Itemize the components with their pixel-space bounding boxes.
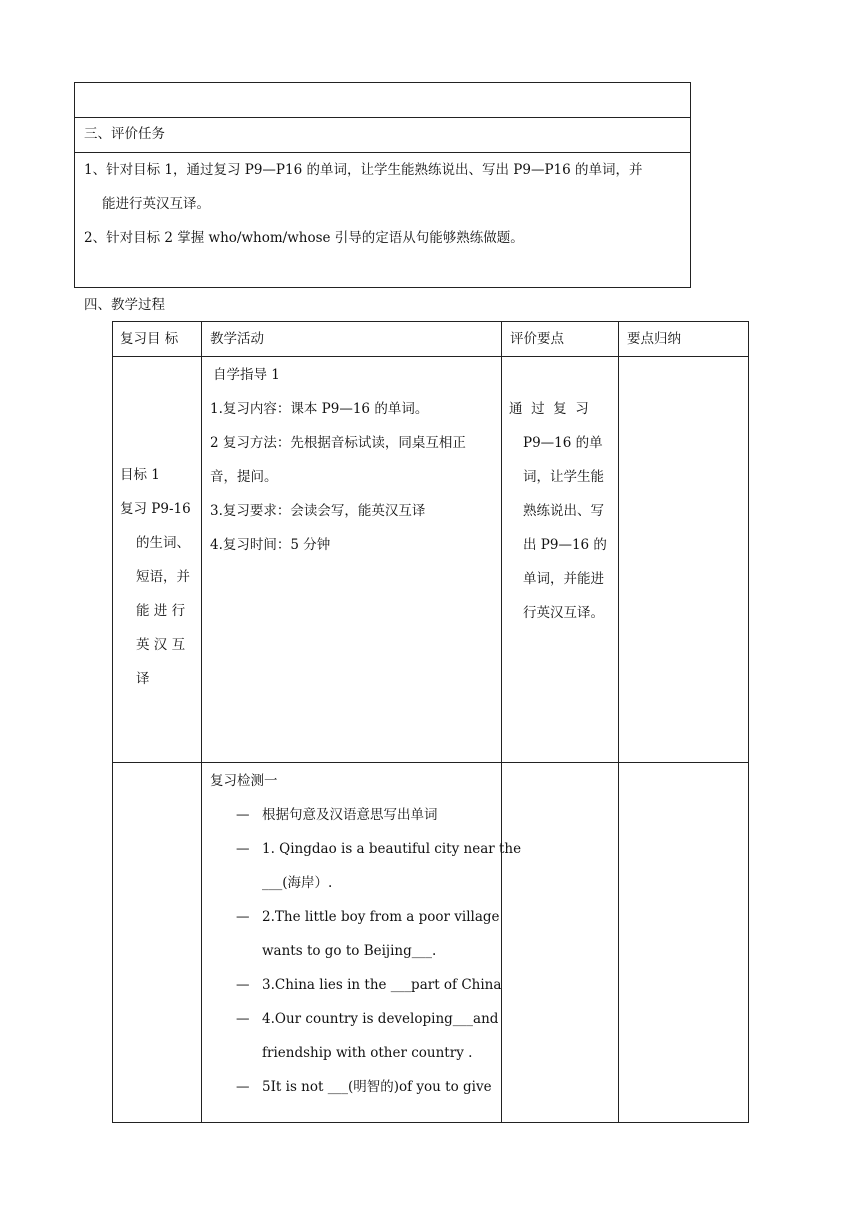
goal-line: 译 — [136, 671, 150, 687]
exercise-line: 1. Qingdao is a beautiful city near the — [262, 841, 522, 857]
bullet-dash: — — [236, 1011, 250, 1027]
header-goal: 复习目 标 — [120, 331, 179, 347]
bullet-dash: — — [236, 1079, 250, 1095]
exercise-line: friendship with other country . — [262, 1045, 473, 1061]
bullet-dash: — — [236, 807, 250, 823]
eval-line: 行英汉互译。 — [523, 605, 604, 621]
bullet-dash: — — [236, 909, 250, 925]
bullet-dash: — — [236, 977, 250, 993]
exercise-line: 4.Our country is developing___and — [262, 1011, 499, 1027]
activity-line: 音，提问。 — [210, 469, 278, 485]
header-activity: 教学活动 — [210, 331, 264, 347]
eval-line: 词，让学生能 — [523, 469, 604, 485]
exercise-line: 3.China lies in the ___part of China — [262, 977, 502, 993]
task1-line1: 1、针对目标 1，通过复习 P9—P16 的单词，让学生能熟练说出、写出 P9—P16 的单词，并 — [84, 162, 643, 178]
activity-line: 自学指导 1 — [213, 367, 280, 383]
top-table — [74, 82, 691, 288]
header-summary: 要点归纳 — [627, 331, 681, 347]
goal-line: 复习 P9-16 — [120, 501, 191, 517]
process-table — [112, 321, 749, 1123]
activity-line: 3.复习要求：会读会写，能英汉互译 — [210, 503, 426, 519]
section3-title: 三、评价任务 — [84, 126, 165, 142]
review-test-title: 复习检测一 — [210, 773, 278, 789]
exercise-line: ___(海岸）. — [262, 875, 333, 891]
activity-line: 1.复习内容：课本 P9—16 的单词。 — [210, 401, 429, 417]
goal-line: 短语，并 — [136, 569, 190, 585]
task2: 2、针对目标 2 掌握 who/whom/whose 引导的定语从句能够熟练做题。 — [84, 230, 524, 246]
header-eval: 评价要点 — [510, 331, 564, 347]
goal-line: 英 汉 互 — [136, 637, 186, 653]
eval-line: 通 过 复 习 — [509, 401, 589, 417]
eval-line: 熟练说出、写 — [523, 503, 604, 519]
exercise-line: 2.The little boy from a poor village — [262, 909, 500, 925]
bullet-dash: — — [236, 841, 250, 857]
eval-line: 单词，并能进 — [523, 571, 604, 587]
eval-line: P9—16 的单 — [523, 435, 603, 451]
top-table-row1 — [75, 83, 690, 118]
goal-line: 能 进 行 — [136, 603, 186, 619]
activity-line: 2 复习方法：先根据音标试读，同桌互相正 — [210, 435, 466, 451]
task1-line2: 能进行英汉互译。 — [102, 196, 210, 212]
exercise-line: 根据句意及汉语意思写出单词 — [262, 807, 438, 823]
exercise-line: wants to go to Beijing___. — [262, 943, 437, 959]
exercise-line: 5It is not ___(明智的)of you to give — [262, 1079, 492, 1095]
goal-line: 的生词、 — [136, 535, 190, 551]
activity-line: 4.复习时间：5 分钟 — [210, 537, 331, 553]
section4-title: 四、教学过程 — [84, 297, 165, 313]
goal-line: 目标 1 — [120, 467, 160, 483]
eval-line: 出 P9—16 的 — [523, 537, 607, 553]
